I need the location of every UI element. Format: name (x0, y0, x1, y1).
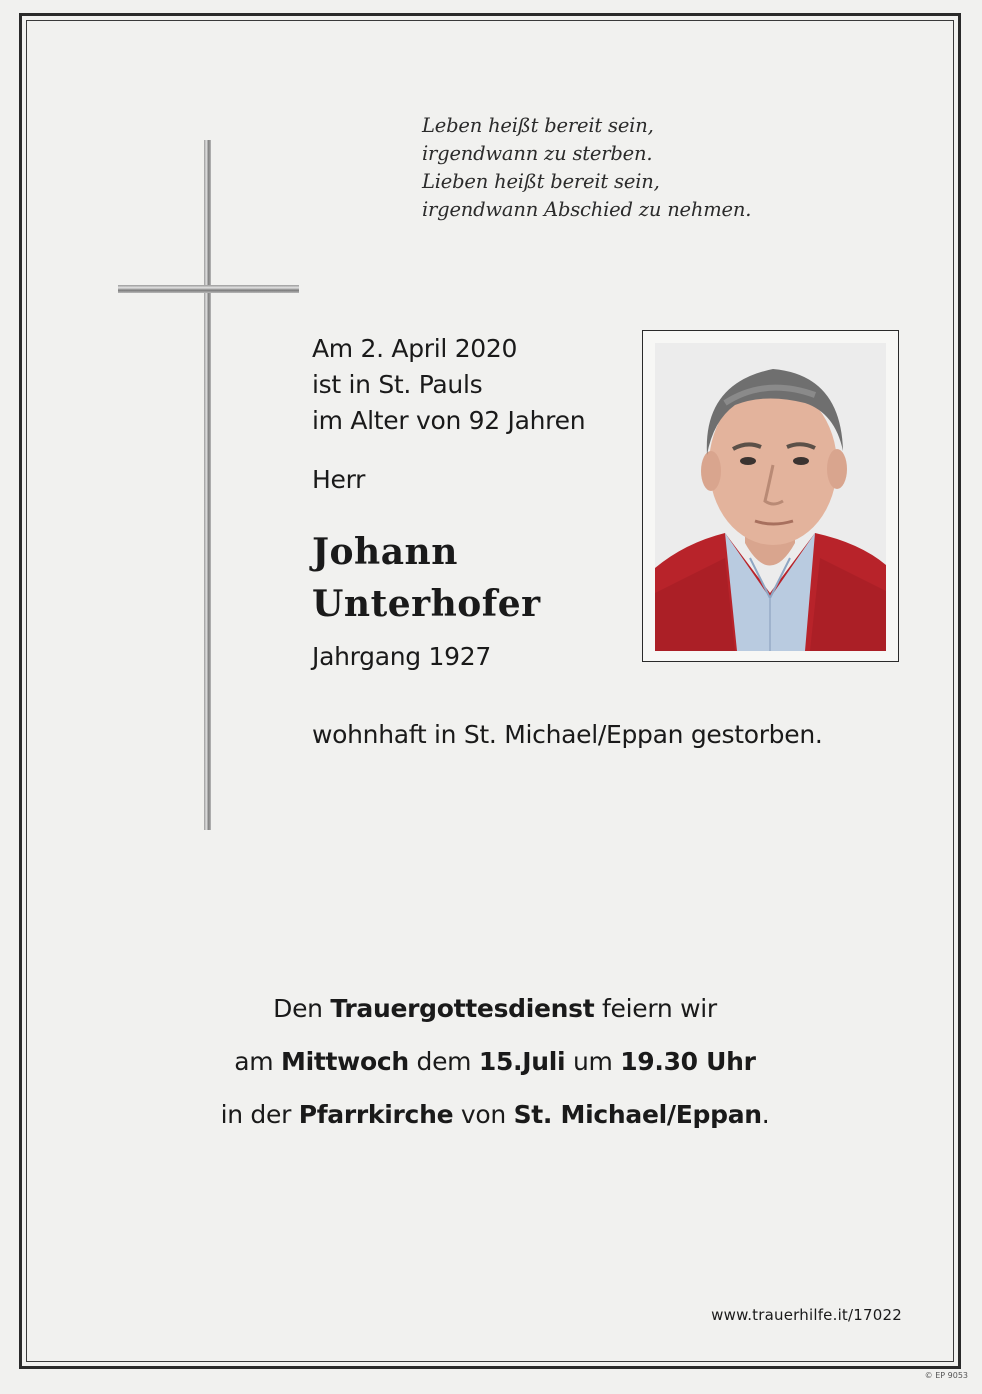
memorial-poem (422, 112, 751, 224)
salutation: Herr (312, 465, 366, 494)
service-type: Trauergottesdienst (330, 994, 595, 1023)
cross-icon (204, 140, 211, 830)
cross-icon-crossbar (118, 285, 299, 293)
service-text: von (453, 1100, 514, 1129)
poem-line: Leben heißt bereit sein, (422, 114, 654, 137)
service-text: in der (220, 1100, 299, 1129)
death-announcement (312, 331, 585, 439)
print-code: © EP 9053 (924, 1371, 968, 1380)
service-church: Pfarrkirche (298, 1100, 454, 1129)
first-name: Johann (312, 531, 458, 573)
intro-line: im Alter von 92 Jahren (312, 406, 586, 435)
deceased-name (312, 526, 541, 630)
poem-line: Lieben heißt bereit sein, (422, 170, 660, 193)
service-text: . (761, 1100, 770, 1129)
intro-line: ist in St. Pauls (312, 370, 483, 399)
poem-line: irgendwann Abschied zu nehmen. (422, 198, 752, 221)
residence-line: wohnhaft in St. Michael/Eppan gestorben. (312, 720, 823, 749)
service-text: Den (273, 994, 331, 1023)
service-line-1 (0, 982, 982, 1035)
service-line-3 (0, 1088, 982, 1141)
service-text: feiern wir (594, 994, 717, 1023)
service-text: um (565, 1047, 621, 1076)
service-time: 19.30 Uhr (620, 1047, 756, 1076)
poem-line: irgendwann zu sterben. (422, 142, 653, 165)
intro-line: Am 2. April 2020 (312, 334, 518, 363)
website-link[interactable]: www.trauerhilfe.it/17022 (711, 1306, 902, 1324)
last-name: Unterhofer (312, 583, 541, 625)
funeral-service-info (0, 982, 982, 1141)
birth-year: Jahrgang 1927 (312, 642, 491, 671)
service-place: St. Michael/Eppan (513, 1100, 762, 1129)
service-date: 15.Juli (478, 1047, 566, 1076)
portrait-photo (655, 343, 886, 651)
portrait-frame (642, 330, 899, 662)
portrait-illustration (655, 343, 886, 651)
service-weekday: Mittwoch (281, 1047, 409, 1076)
service-text: dem (408, 1047, 479, 1076)
service-text: am (234, 1047, 282, 1076)
service-line-2 (0, 1035, 982, 1088)
